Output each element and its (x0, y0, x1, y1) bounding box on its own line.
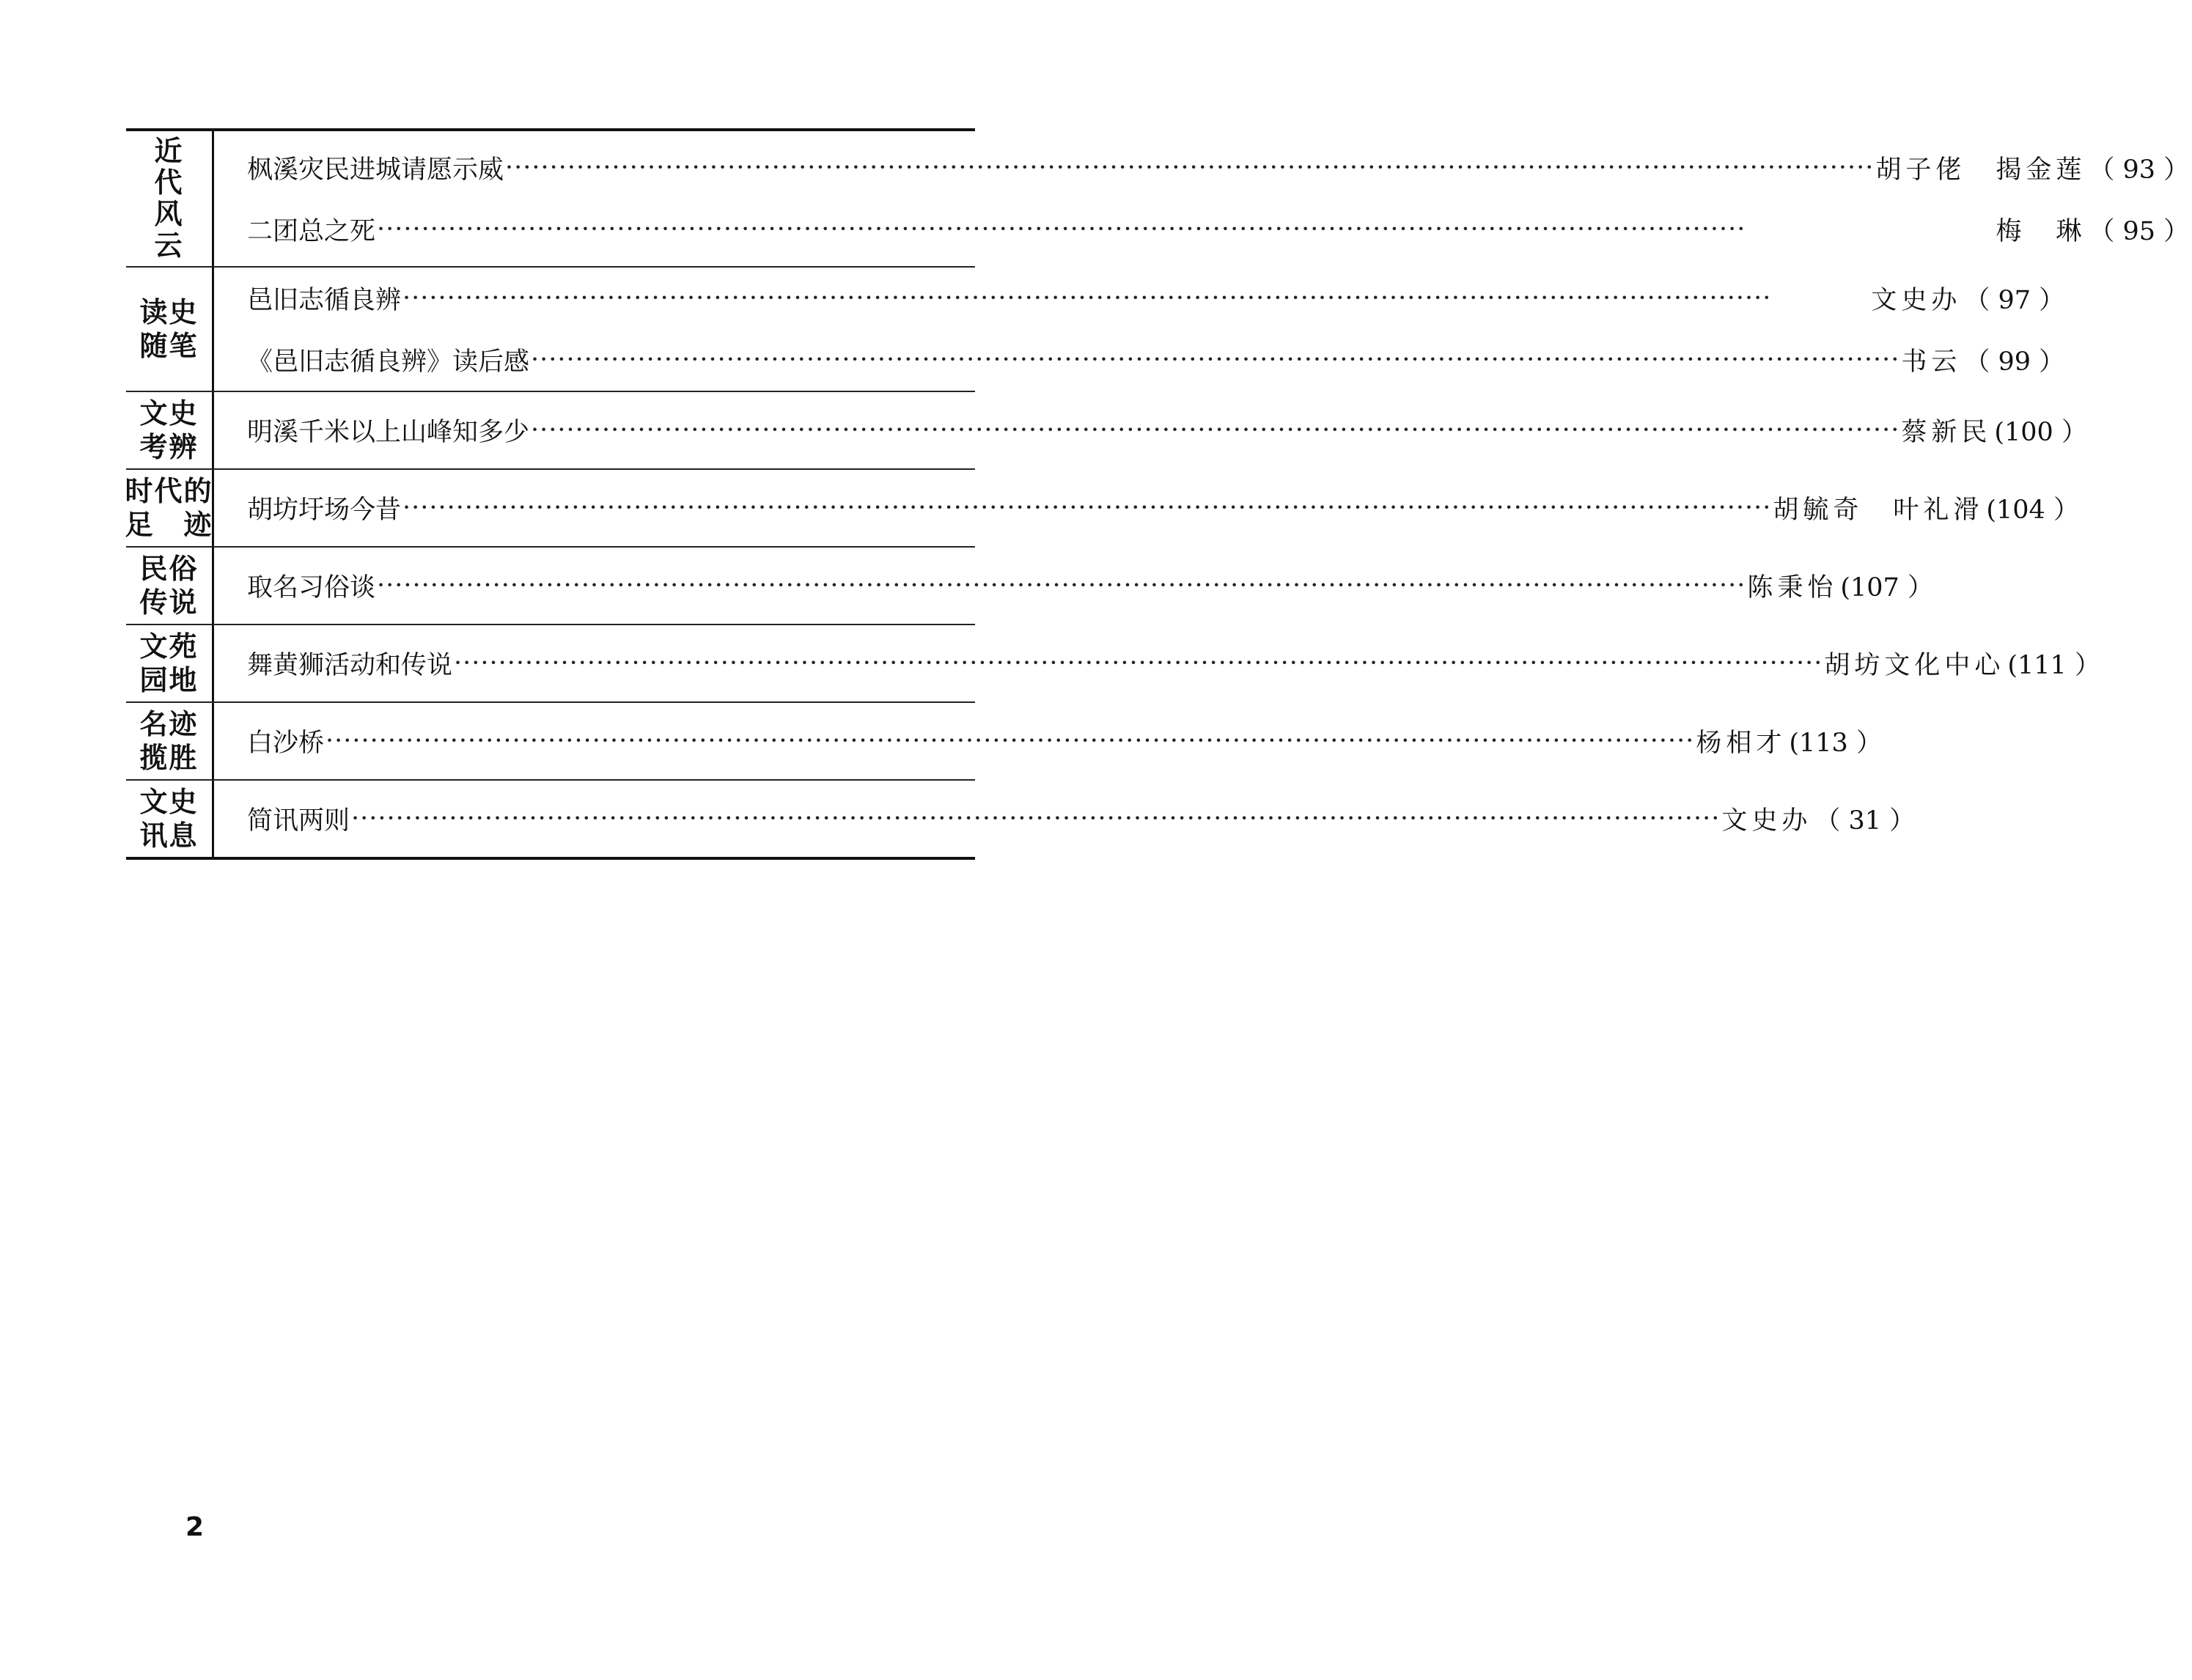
toc-section (126, 781, 1916, 857)
section-entries (214, 548, 1936, 624)
category-line: 风 (154, 198, 184, 230)
section-entries (214, 703, 1885, 779)
table-of-contents (125, 128, 2190, 860)
entry-title: 《邑旧志循良辨》读后感 (247, 347, 530, 377)
section-entries (214, 625, 2103, 701)
toc-entry (247, 199, 2189, 260)
toc-entry (247, 555, 1933, 616)
dot-leader (402, 493, 1771, 523)
section-entries (214, 781, 1918, 857)
entry-title: 邑旧志循良辨 (247, 286, 402, 315)
category-line: 讯息 (139, 819, 199, 852)
entry-page: （ 31 ） (1814, 806, 1916, 836)
entry-title: 胡坊圩场今昔 (247, 495, 402, 525)
entry-title: 舞黄狮活动和传说 (247, 651, 453, 680)
entry-author: 胡子佬 揭金莲 (1875, 155, 2086, 185)
entry-page: （ 95 ） (2089, 217, 2190, 246)
entry-page: （ 99 ） (1964, 347, 2065, 377)
entry-title: 取名习俗谈 (247, 573, 376, 603)
toc-entry (247, 329, 2064, 391)
section-category (126, 131, 214, 266)
category-line: 近 (154, 135, 184, 167)
toc-section (126, 392, 2087, 470)
category-line: 文史 (139, 397, 199, 430)
toc-entry (247, 399, 2087, 461)
section-entries (214, 392, 2090, 468)
entry-author: 梅 琳 (1996, 217, 2086, 246)
category-line: 随笔 (139, 330, 199, 362)
section-category (126, 268, 214, 391)
category-line: 文史 (139, 786, 199, 818)
entry-page: （ 93 ） (2089, 155, 2190, 185)
category-line: 时代的 (125, 475, 213, 507)
category-line: 园地 (139, 664, 199, 696)
toc-entry (247, 268, 2064, 329)
entry-page: (100 ） (1994, 418, 2087, 447)
section-category (126, 392, 214, 468)
entry-page: （ 97 ） (1964, 286, 2065, 315)
section-category (126, 625, 214, 701)
category-line: 考辨 (139, 431, 199, 463)
dot-leader (454, 649, 1823, 678)
toc-entry (247, 137, 2189, 199)
section-entries (214, 268, 2067, 391)
entry-page: (104 ） (1986, 495, 2079, 525)
dot-leader (531, 416, 1899, 445)
entry-author: 杨相才 (1696, 729, 1787, 758)
category-line: 读史 (139, 296, 199, 328)
toc-section (126, 625, 2100, 703)
toc-entry (247, 710, 1882, 772)
entry-title: 枫溪灾民进城请愿示威 (247, 155, 504, 185)
toc-section (126, 548, 1933, 625)
category-line: 代 (154, 166, 184, 199)
dot-leader (351, 804, 1720, 833)
page-number: 2 (185, 1512, 205, 1542)
entry-author: 蔡新民 (1901, 418, 1992, 447)
entry-author: 文史办 (1721, 806, 1812, 836)
category-line: 揽胜 (139, 742, 199, 774)
category-line: 名迹 (139, 708, 199, 740)
toc-section (126, 268, 2065, 392)
dot-leader (377, 215, 1994, 244)
toc-entry (247, 633, 2100, 694)
section-category (126, 548, 214, 624)
entry-title: 二团总之死 (247, 217, 376, 246)
entry-author: 文史办 (1871, 286, 1962, 315)
dot-leader (326, 726, 1694, 756)
toc-section (126, 703, 1882, 781)
entry-author: 胡毓奇 叶礼滑 (1773, 495, 1984, 525)
category-line: 云 (154, 229, 184, 262)
entry-author: 陈秉怡 (1747, 573, 1838, 603)
toc-entry (247, 788, 1915, 850)
entry-title: 白沙桥 (247, 729, 325, 758)
toc-section (125, 470, 2079, 548)
entry-author: 书云 (1901, 347, 1962, 377)
category-line: 民俗 (139, 553, 199, 585)
category-line: 文苑 (139, 630, 199, 663)
entry-page: (111 ） (2007, 651, 2100, 680)
entry-title: 明溪千米以上山峰知多少 (247, 418, 530, 447)
section-entries (214, 131, 2192, 266)
toc-section (126, 131, 2190, 268)
entry-title: 简讯两则 (247, 806, 350, 836)
category-line: 传说 (139, 586, 199, 619)
section-category (126, 470, 214, 546)
section-category (126, 781, 214, 857)
dot-leader (402, 284, 1869, 313)
category-line: 足 迹 (125, 509, 213, 541)
dot-leader (505, 153, 1874, 183)
section-category (126, 703, 214, 779)
toc-entry (247, 477, 2079, 539)
dot-leader (531, 345, 1899, 375)
section-entries (214, 470, 2082, 546)
dot-leader (377, 571, 1746, 600)
entry-page: (107 ） (1840, 573, 1933, 603)
entry-author: 胡坊文化中心 (1824, 651, 2005, 680)
entry-page: (113 ） (1789, 729, 1882, 758)
